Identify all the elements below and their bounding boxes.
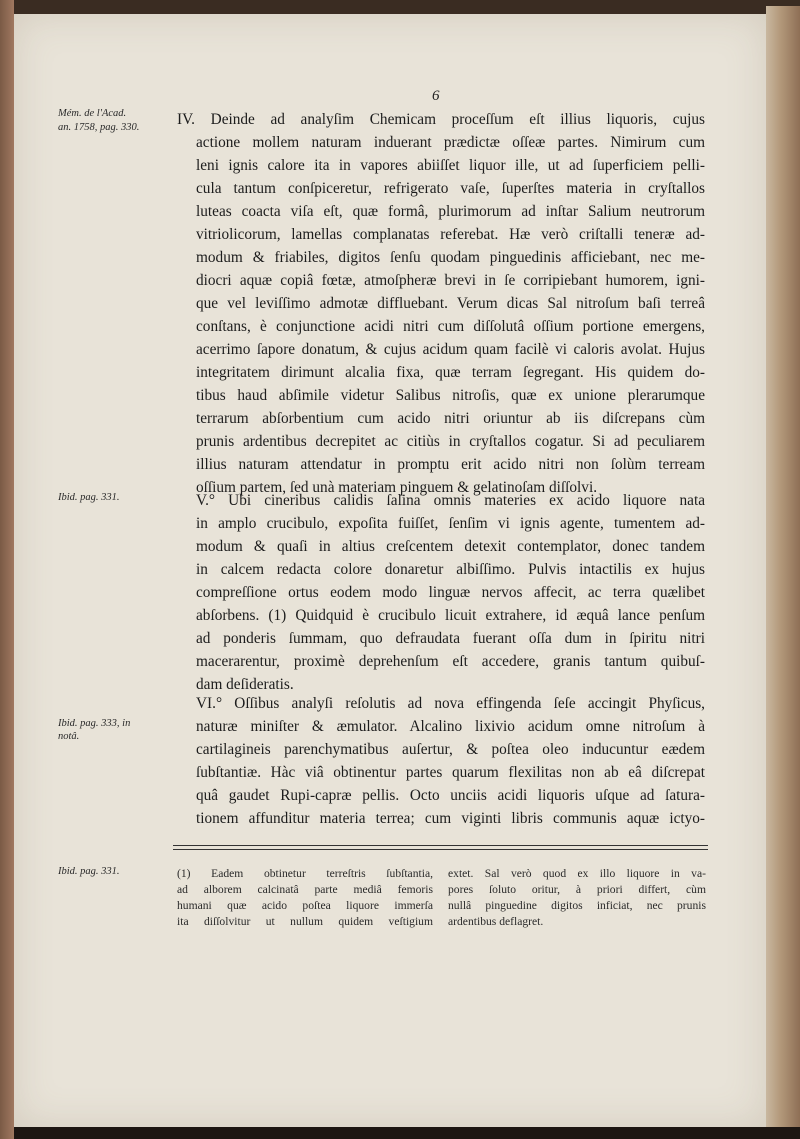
body-line: tibus haud abſimile videtur Salibus nitroſis, quæ ex unione plerarumque	[196, 387, 705, 404]
footnote-rule	[173, 845, 708, 846]
body-line: ſubſtantiæ. Hàc viâ obtinentur partes quarum flexilitas non ab eâ diſcrepat	[196, 764, 705, 781]
footnote-line: ad alborem calcinatâ parte mediâ femoris	[177, 883, 433, 896]
footnote-line: ardentibus deflagret.	[448, 915, 544, 928]
margin-note: Ibid. pag. 331.	[58, 492, 120, 503]
body-line: cartilagineis parenchymatibus auſertur, & poſtea oleo inducuntur eædem	[196, 741, 705, 758]
body-line: quâ gaudet Rupi-capræ pellis. Octo unciis acidi liquoris uſque ad ſatura-	[196, 787, 705, 804]
page-number: 6	[432, 88, 440, 104]
body-line: acerrimo ſapore donatum, & cujus acidum quam facilè vi caloris avolat. Hujus	[196, 341, 705, 358]
body-line: in amplo crucibulo, expoſita fuiſſet, ſenſim vi ignis agente, tumentem ad-	[196, 515, 705, 532]
book-bottom-edge	[14, 1127, 800, 1139]
margin-note: notâ.	[58, 731, 80, 742]
margin-note: Ibid. pag. 333, in	[58, 718, 131, 729]
body-line: cula tantum conſpiceretur, refrigerato vaſe, ſuperſtes materia in cryſtallos	[196, 180, 705, 197]
body-line: oſſium partem, ſed unà materiam pinguem & gelatinoſam diſſolvi.	[196, 479, 598, 496]
body-line: naturæ miniſter & æmulator. Alcalino lixivio acidum omne nitroſum à	[196, 718, 705, 735]
body-line: vitriolicorum, lamellas complanatas referebat. Hæ verò criſtalli teneræ ad-	[196, 226, 705, 243]
body-line: VI.° Oſſibus analyſi reſolutis ad nova effingenda ſeſe accingit Phyſicus,	[196, 695, 705, 712]
body-line: V.° Ubi cineribus calidis ſalina omnis materies ex acido liquore nata	[196, 492, 705, 509]
margin-note: Mém. de l'Acad.	[58, 108, 127, 119]
footnote-line: (1) Eadem obtinetur terreſtris ſubſtantia,	[177, 867, 433, 880]
margin-note: an. 1758, pag. 330.	[58, 122, 140, 133]
body-line: in calcem redacta colore donaretur albiſſimo. Pulvis intactilis ex hujus	[196, 561, 705, 578]
book-spine-edge	[0, 0, 14, 1139]
body-line: illius naturam attendatur in promptu erit acido nitri non ſolùm terream	[196, 456, 705, 473]
body-line: compreſſione ortus eodem modo linguæ nervos affecit, ac terra quælibet	[196, 584, 705, 601]
body-line: IV. Deinde ad analyſim Chemicam proceſſum eſt illius liquoris, cujus	[177, 111, 705, 128]
facing-page-edge	[766, 6, 800, 1139]
body-line: luteas coacta viſa eſt, quæ formâ, plurimorum ad inſtar Salium neutrorum	[196, 203, 705, 220]
body-line: abſorbens. (1) Quidquid è crucibulo licuit extrahere, id æquâ lance penſum	[196, 607, 705, 624]
body-line: que vel leviſſimo admotæ diffluebant. Verum dicas Sal nitroſum baſi terreâ	[196, 295, 705, 312]
body-line: actione mollem naturam induerant prædictæ oſſeæ partes. Nimirum cum	[196, 134, 705, 151]
footnote-line: ita diſſolvitur ut nullum quidem veſtigium	[177, 915, 433, 928]
footnote-line: extet. Sal verò quod ex illo liquore in va-	[448, 867, 706, 880]
book-top-edge	[0, 0, 800, 14]
body-line: terrarum abſorbentium cum acido nitri oriuntur ab iis diſcrepans cùm	[196, 410, 705, 427]
footnote-rule	[173, 849, 708, 850]
body-line: macerarentur, proximè deprehenſum eſt accedere, granis tantum quibuſ-	[196, 653, 705, 670]
body-line: dam deſideratis.	[196, 676, 294, 693]
body-line: modum & friabiles, digitos ſenſu quodam pinguedinis afficiebant, nec me-	[196, 249, 705, 266]
body-line: tionem affunditur materia terrea; cum viginti libris communis aquæ ictyo-	[196, 810, 705, 827]
footnote-line: pores ſoluto oritur, à priori differt, cùm	[448, 883, 706, 896]
body-line: leni ignis calore ita in vapores abiiſſet liquor ille, ut ad ſuperficiem pelli-	[196, 157, 705, 174]
body-line: integritatem dirimunt alcalia fixa, quæ terram ſegregant. His quidem do-	[196, 364, 705, 381]
body-line: diocri aquæ copiâ fœtæ, atmoſpheræ brevi in ſe corripiebant humorem, igni-	[196, 272, 705, 289]
footnote-line: humani quæ acido poſtea liquore immerſa	[177, 899, 433, 912]
body-line: ad ponderis ſummam, quo defraudata fuerant oſſa dum in ſpiritu nitri	[196, 630, 705, 647]
margin-note: Ibid. pag. 331.	[58, 866, 120, 877]
body-line: modum & quaſi in altius creſcentem detexit contemplator, donec tandem	[196, 538, 705, 555]
body-line: conſtans, è conjunctione acidi nitri cum diſſolutâ oſſium portione emergens,	[196, 318, 705, 335]
body-line: prunis ardentibus decrepitet ac citiùs in cryſtallos cogatur. Si ad peculiarem	[196, 433, 705, 450]
footnote-line: nullâ pinguedine digitos inficiat, nec prunis	[448, 899, 706, 912]
